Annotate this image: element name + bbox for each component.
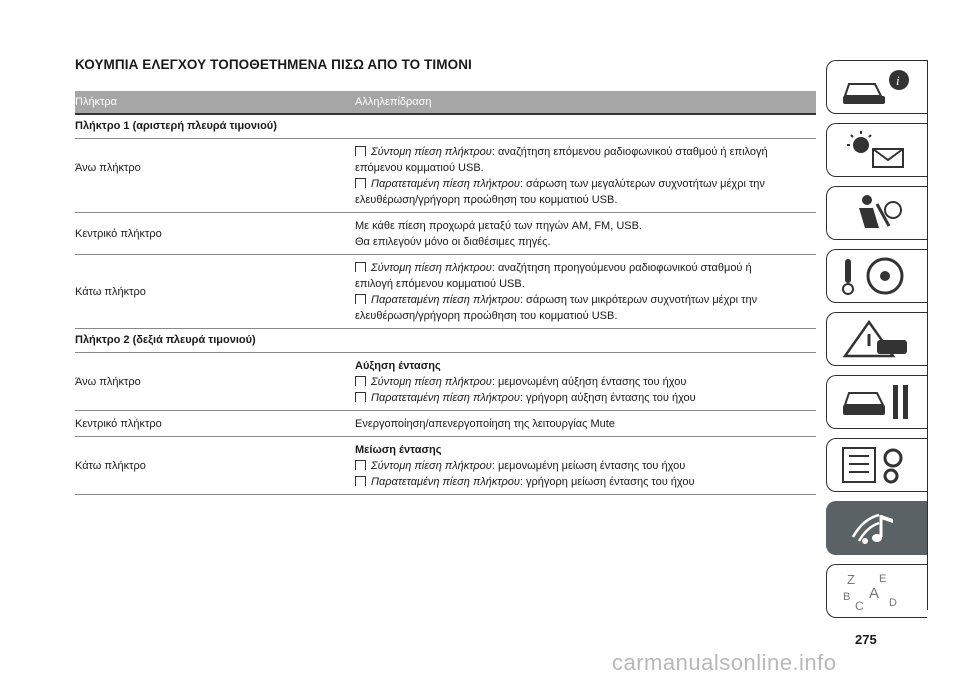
tab-airbag-seat[interactable] — [826, 186, 927, 240]
table-row: Κάτω πλήκτρο Μείωση έντασης Σύντομη πίεση πλήκτρου: μεμονωμένη μείωση έντασης του ήχου Παρατεταμένη πίεση πλήκτρου: γρήγορη μείωση έντασης του ήχου — [75, 437, 816, 495]
maintenance-icon — [839, 381, 919, 423]
row-label: Άνω πλήκτρο — [75, 376, 141, 388]
page-number: 275 — [855, 632, 877, 647]
header-keys: Πλήκτρα — [75, 96, 118, 108]
section-key-2: Πλήκτρο 2 (δεξιά πλευρά τιμονιού) — [75, 329, 816, 353]
bullet-icon — [355, 376, 366, 386]
bullet-icon — [355, 460, 366, 470]
page-title: ΚΟΥΜΠΙΑ ΕΛΕΓΧΟΥ ΤΟΠΟΘΕΤΗΜΕΝΑ ΠΙΣΩ ΑΠΟ ΤΟ ΤΙΜΟΝΙ — [75, 57, 472, 72]
svg-text:C: C — [855, 599, 864, 612]
section-key-1: Πλήκτρο 1 (αριστερή πλευρά τιμονιού) — [75, 113, 816, 138]
table-header — [75, 91, 816, 113]
watermark: carmanualsonline.info — [612, 650, 837, 675]
table-row: Κεντρικό πλήκτρο Με κάθε πίεση προχωρά μεταξύ των πηγών AM, FM, USB. Θα επιλεγούν μόνο οι διαθέσιμες πηγές. — [75, 213, 816, 255]
svg-text:A: A — [869, 585, 880, 602]
bullet-icon — [355, 392, 366, 402]
emergency-icon — [839, 318, 919, 360]
key-steering-icon — [839, 255, 919, 297]
svg-text:E: E — [879, 573, 887, 585]
tab-car-info[interactable] — [826, 60, 927, 114]
bullet-icon — [355, 476, 366, 486]
tab-emergency[interactable] — [826, 312, 927, 366]
row-label: Κεντρικό πλήκτρο — [75, 228, 162, 240]
tab-warning-lights[interactable] — [826, 123, 927, 177]
car-info-icon — [839, 66, 919, 108]
controls-table — [75, 91, 816, 495]
tab-technical-data[interactable] — [826, 438, 927, 492]
chapter-tabs — [826, 60, 928, 627]
warning-lights-icon — [839, 129, 919, 171]
row-label: Άνω πλήκτρο — [75, 162, 141, 174]
svg-text:Z: Z — [847, 572, 855, 587]
bullet-icon — [355, 146, 366, 156]
row-label: Κεντρικό πλήκτρο — [75, 418, 162, 430]
tab-key-steering[interactable] — [826, 249, 927, 303]
index-icon — [839, 570, 919, 612]
svg-text:B: B — [843, 591, 851, 603]
header-interaction: Αλληλεπίδραση — [355, 96, 432, 108]
airbag-seat-icon — [839, 192, 919, 234]
tab-multimedia[interactable] — [826, 501, 927, 555]
bullet-icon — [355, 178, 366, 188]
table-row: Κεντρικό πλήκτρο Ενεργοποίηση/απενεργοποίηση της λειτουργίας Mute — [75, 411, 816, 437]
table-row: Άνω πλήκτρο Σύντομη πίεση πλήκτρου: αναζήτηση επόμενου ραδιοφωνικού σταθμού ή επιλογή επόμενου κομματιού USB. Παρατεταμένη πίεση πλήκτρου: σάρωση των μεγαλύτερων συχνοτήτων μέχρι την ελευθέρωση/γρήγορη προώθηση του κομματιού USB. — [75, 138, 816, 213]
svg-text:D: D — [889, 597, 897, 609]
bullet-icon — [355, 294, 366, 304]
bullet-icon — [355, 262, 366, 272]
multimedia-icon — [839, 507, 919, 549]
tab-maintenance[interactable] — [826, 375, 927, 429]
row-label: Κάτω πλήκτρο — [75, 460, 146, 472]
table-row: Άνω πλήκτρο Αύξηση έντασης Σύντομη πίεση πλήκτρου: μεμονωμένη αύξηση έντασης του ήχου Παρατεταμένη πίεση πλήκτρου: γρήγορη αύξηση έντασης του ήχου — [75, 353, 816, 411]
tab-index[interactable] — [826, 564, 927, 618]
technical-data-icon — [839, 444, 919, 486]
svg-text:i: i — [896, 73, 900, 88]
row-label: Κάτω πλήκτρο — [75, 286, 146, 298]
table-row: Κάτω πλήκτρο Σύντομη πίεση πλήκτρου: αναζήτηση προηγούμενου ραδιοφωνικού σταθμού ή επιλογή επόμενου κομματιού USB. Παρατεταμένη πίεση πλήκτρου: σάρωση των μικρότερων συχνοτήτων μέχρι την ελευθέρωση/γρήγορη προώθηση του κομματιού USB. — [75, 255, 816, 329]
